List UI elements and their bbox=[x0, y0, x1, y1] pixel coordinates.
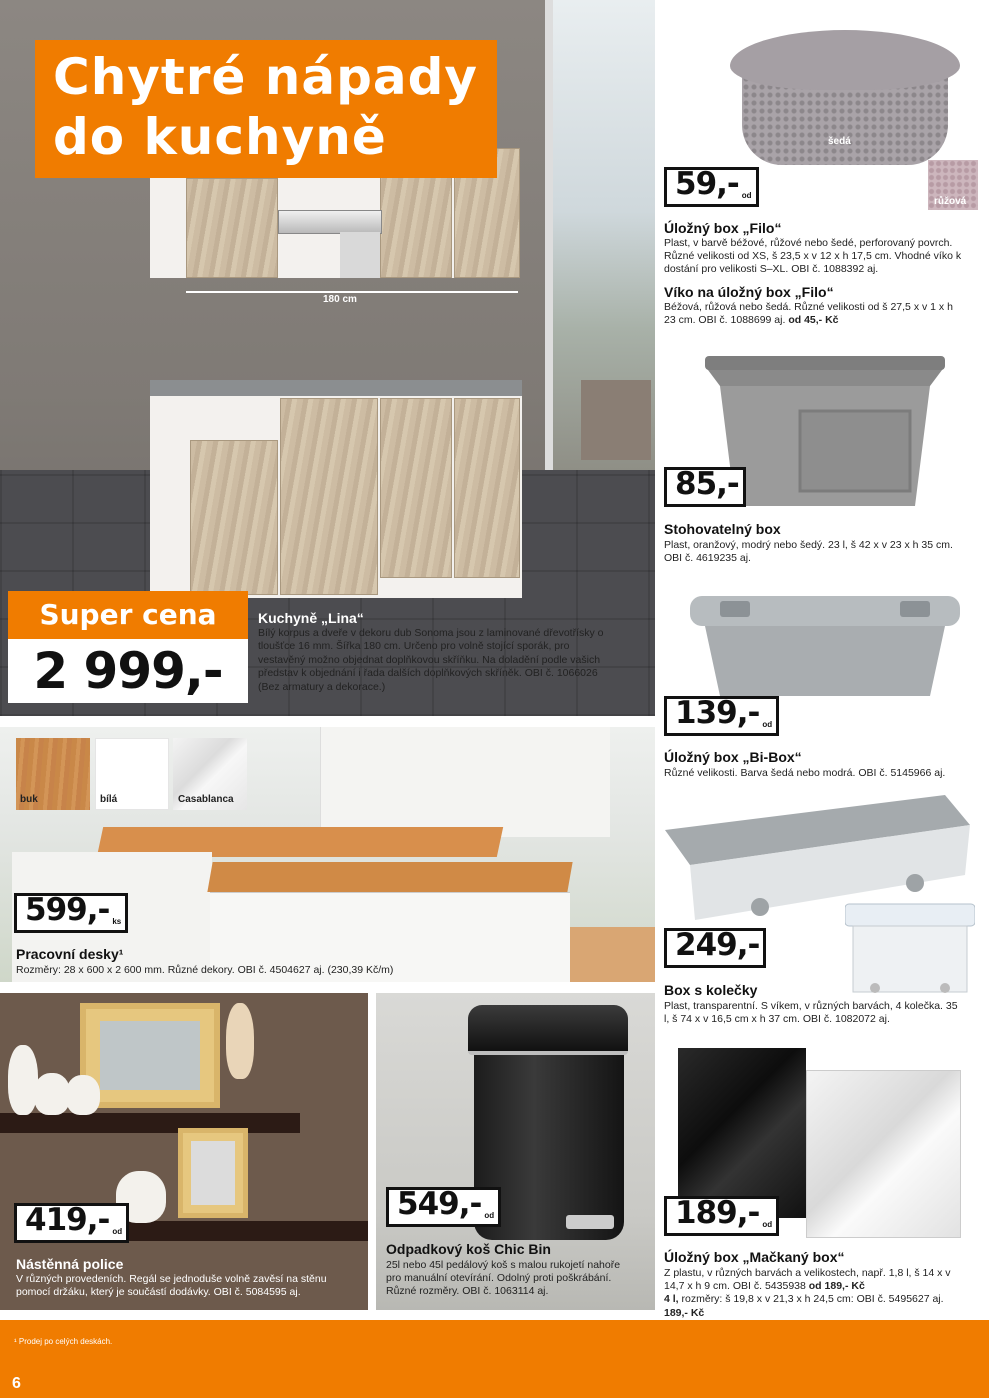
product-desc-worktop: Rozměry: 28 x 600 x 2 600 mm. Různé dekory. OBI č. 4504627 aj. (230,39 Kč/m) bbox=[16, 964, 394, 976]
price-value: 139,- bbox=[675, 695, 760, 731]
page-number: 6 bbox=[12, 1375, 21, 1392]
super-price-badge bbox=[8, 591, 248, 706]
product-name-stackable: Stohovatelný box bbox=[664, 521, 781, 537]
product-description: Bílý korpus a dveře v dekoru dub Sonoma jsou z laminované dřevotřísky o tloušťce 16 mm. Šířka 180 cm. Určeno pro volně stojící sporák, pro vestavěný možno objednat doplňkovou skříňku. Na doladění podle vašich představ k objednání i řada dalších doplňkových skříněk. OBI č. 1066026 (Bez armatury a dekorace.) bbox=[258, 627, 604, 693]
super-price-label: Super cena bbox=[8, 591, 248, 639]
price-suffix: od bbox=[484, 1211, 495, 1220]
price-tag-wheeled bbox=[664, 928, 766, 968]
product-desc-wheeled: Plast, transparentní. S víkem, v různých barvách, 4 kolečka. 35 l, š 74 x v 16,5 cm x h 37 cm. OBI č. 1082072 aj. bbox=[664, 1000, 958, 1026]
product-desc-shelf: V různých provedeních. Regál se jednoduše volně zavěsí na stěnu pomocí držáku, který je součástí dodávky. OBI č. 5084595 aj. bbox=[16, 1273, 327, 1299]
price-suffix: od bbox=[112, 1227, 123, 1236]
footnote: ¹ Prodej po celých deskách. bbox=[14, 1337, 113, 1346]
price-suffix: ks bbox=[112, 917, 122, 926]
product-name: Kuchyně „Lina“ bbox=[258, 610, 364, 626]
countertop bbox=[150, 380, 522, 396]
product-name-mackany: Úložný box „Mačkaný box“ bbox=[664, 1249, 845, 1265]
headline-line-1: Chytré nápady bbox=[53, 48, 479, 106]
product-name-worktop: Pracovní desky¹ bbox=[16, 946, 124, 962]
color-label-grey: šedá bbox=[828, 136, 851, 147]
price-value: 189,- bbox=[675, 1195, 760, 1231]
white-crumpled-box-image bbox=[806, 1070, 961, 1238]
price-value: 85,- bbox=[675, 466, 739, 502]
upper-cabinet-door bbox=[186, 178, 278, 278]
kitchen-lina-info bbox=[258, 610, 618, 693]
price-value: 59,- bbox=[675, 166, 739, 202]
price-tag-worktop bbox=[14, 893, 128, 933]
extractor-hood bbox=[278, 210, 382, 234]
price-tag-mackany bbox=[664, 1196, 779, 1236]
price-tag-bin bbox=[386, 1187, 501, 1227]
price-value: 419,- bbox=[25, 1202, 110, 1238]
base-cabinet-door bbox=[380, 398, 452, 578]
super-price-value: 2 999,- bbox=[8, 639, 248, 703]
price-value: 599,- bbox=[25, 892, 110, 928]
product-desc-bin: 25l nebo 45l pedálový koš s malou rukojetí nahoře pro manuální otevírání. Odolný proti poškrábání. Různé rozměry. OBI č. 1063114 aj. bbox=[386, 1259, 621, 1298]
price-suffix: od bbox=[741, 191, 752, 200]
product-name-bin: Odpadkový koš Chic Bin bbox=[386, 1241, 551, 1257]
product-name-bibox: Úložný box „Bi-Box“ bbox=[664, 749, 802, 765]
swatch-label: Casablanca bbox=[178, 794, 234, 805]
product-name-filo-lid: Víko na úložný box „Filo“ bbox=[664, 284, 834, 300]
picture-frame bbox=[178, 1128, 248, 1218]
bin-lid bbox=[468, 1005, 628, 1055]
product-desc-bibox: Různé velikosti. Barva šedá nebo modrá. OBI č. 5145966 aj. bbox=[664, 767, 946, 779]
product-name-filo: Úložný box „Filo“ bbox=[664, 220, 782, 236]
base-cabinet-door bbox=[454, 398, 520, 578]
window-view bbox=[545, 0, 655, 470]
footer-bar bbox=[0, 1320, 989, 1398]
price-tag-filo bbox=[664, 167, 759, 207]
hood-pipe bbox=[340, 232, 380, 278]
price-value: 249,- bbox=[675, 927, 760, 963]
color-label-pink: růžová bbox=[934, 196, 967, 207]
price-tag-bibox bbox=[664, 696, 779, 736]
price-value: 549,- bbox=[397, 1186, 482, 1222]
dimension-arrow bbox=[186, 291, 518, 293]
headline-box bbox=[35, 40, 497, 178]
price-suffix: od bbox=[762, 1220, 773, 1229]
swatch-label: buk bbox=[20, 794, 38, 805]
dimension-label: 180 cm bbox=[323, 294, 357, 305]
black-crumpled-box-image bbox=[678, 1048, 806, 1218]
product-name-wheeled: Box s kolečky bbox=[664, 982, 758, 998]
picture-frame bbox=[80, 1003, 220, 1108]
small-clear-box-image bbox=[845, 898, 975, 994]
product-name-shelf: Nástěnná police bbox=[16, 1256, 124, 1272]
product-desc-stackable: Plast, oranžový, modrý nebo šedý. 23 l, š 42 x v 23 x h 35 cm. OBI č. 4619235 aj. bbox=[664, 539, 953, 565]
price-tag-stackable bbox=[664, 467, 746, 507]
bin-pedal bbox=[566, 1215, 614, 1229]
bi-box-image bbox=[690, 586, 960, 696]
swatch-label: bílá bbox=[100, 794, 118, 805]
shelf-board bbox=[0, 1113, 300, 1133]
product-desc-filo: Plast, v barvě béžové, růžové nebo šedé, perforovaný povrch. Různé velikosti od XS, š 23,5 x v 12 x h 17,5 cm. Vhodné víko k dostání pro velikosti S–XL. OBI č. 1088392 aj. bbox=[664, 237, 962, 276]
price-tag-shelf bbox=[14, 1203, 129, 1243]
base-cabinet-door bbox=[280, 398, 378, 595]
headline-line-2: do kuchyně bbox=[53, 108, 387, 166]
base-cabinet-door bbox=[190, 440, 278, 595]
product-desc-mackany: Z plastu, v různých barvách a velikostech, např. 1,8 l, š 14 x v 14,7 x h 9 cm. OBI č. 5435938 od 189,- Kč 4 l, rozměry: š 19,8 x v 21,3 x h 24,5 cm: OBI č. 5495627 aj. 189,- Kč bbox=[664, 1267, 951, 1319]
product-desc-filo-lid: Béžová, růžová nebo šedá. Různé velikosti od š 27,5 x v 1 x h 23 cm. OBI č. 1088699 aj. od 45,- Kč bbox=[664, 301, 953, 327]
price-suffix: od bbox=[762, 720, 773, 729]
lid-price: od 45,- Kč bbox=[788, 314, 839, 327]
